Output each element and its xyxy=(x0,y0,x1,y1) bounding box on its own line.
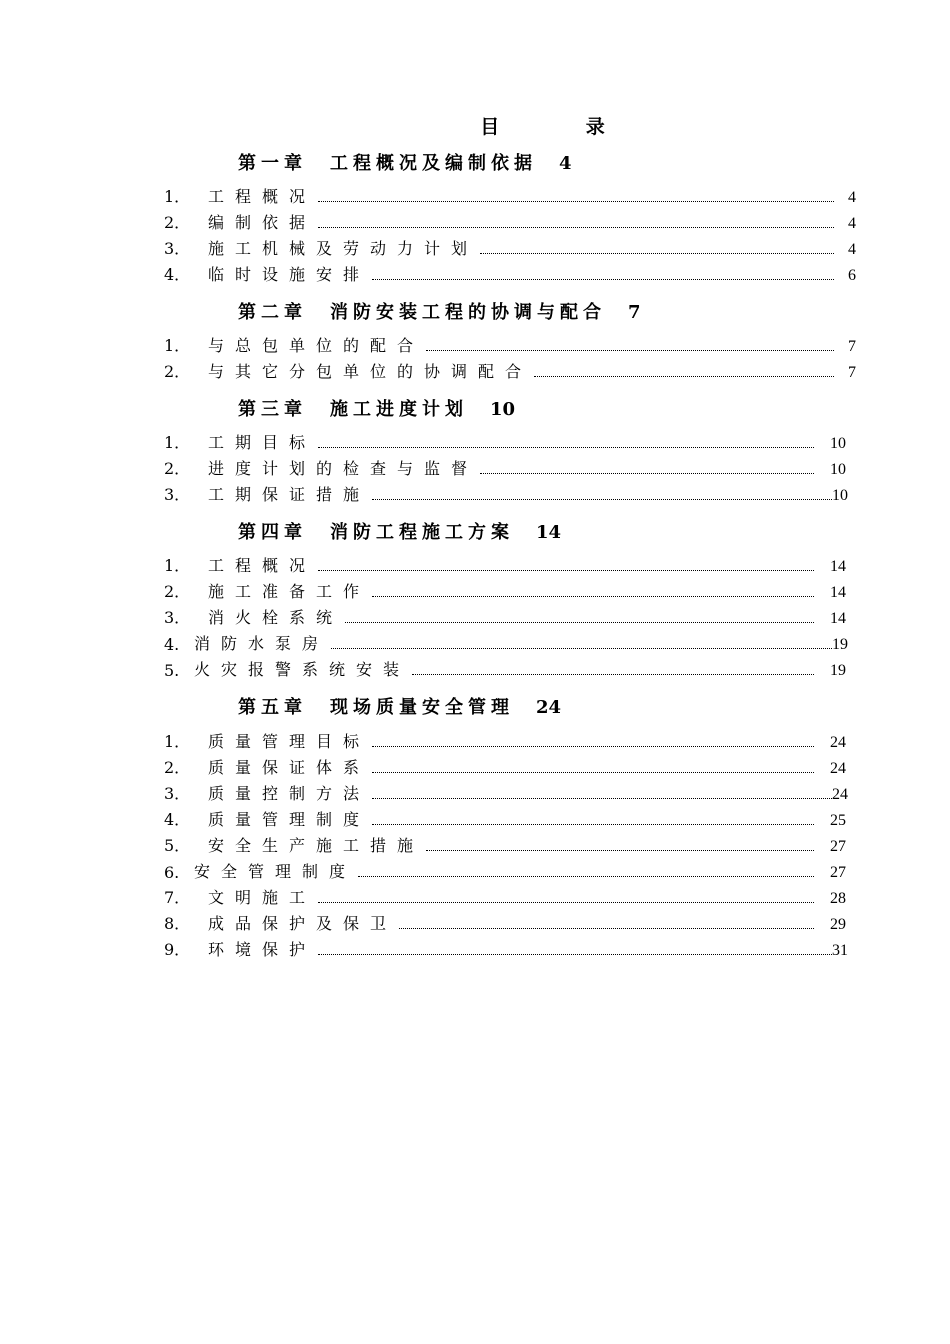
chapter-heading xyxy=(238,149,572,175)
toc-entry xyxy=(164,858,856,882)
dot-leader xyxy=(480,252,834,254)
dot-leader xyxy=(372,498,832,500)
dot-leader xyxy=(372,745,814,747)
entry-page: 14 xyxy=(830,610,846,627)
entry-label: 质量控制方法 xyxy=(208,784,371,803)
toc-entry xyxy=(164,455,856,479)
chapter-title: 第三章 施工进度计划 xyxy=(238,399,468,420)
toc-entry xyxy=(164,910,856,934)
entry-number: 1． xyxy=(164,336,191,355)
toc-entry xyxy=(164,261,856,285)
toc-entry xyxy=(164,429,856,453)
dot-leader xyxy=(318,569,814,571)
entry-label: 施工机械及劳动力计划 xyxy=(208,239,479,258)
dot-leader xyxy=(318,446,814,448)
entry-number: 1． xyxy=(164,187,191,206)
entry-number: 4. xyxy=(164,635,180,654)
dot-leader xyxy=(372,278,834,280)
entry-number: 3． xyxy=(164,485,191,504)
dot-leader xyxy=(480,472,814,474)
entry-label: 工程概况 xyxy=(208,187,317,206)
entry-label: 临时设施安排 xyxy=(208,265,371,284)
entry-page: 14 xyxy=(830,558,846,575)
chapter-heading xyxy=(238,298,641,324)
entry-label: 与总包单位的配合 xyxy=(208,336,425,355)
dot-leader xyxy=(372,771,814,773)
dot-leader xyxy=(426,849,814,851)
entry-label: 工期保证措施 xyxy=(208,485,371,504)
entry-page: 10 xyxy=(832,487,848,504)
entry-page: 29 xyxy=(830,916,846,933)
dot-leader xyxy=(534,375,834,377)
entry-page: 28 xyxy=(830,890,846,907)
dot-leader xyxy=(345,621,814,623)
entry-page: 4 xyxy=(848,215,856,232)
entry-number: 6. xyxy=(164,863,180,882)
entry-page: 24 xyxy=(832,786,848,803)
entry-page: 31 xyxy=(832,942,848,959)
entry-label: 工期目标 xyxy=(208,433,317,452)
entry-number: 2． xyxy=(164,459,191,478)
entry-page: 7 xyxy=(848,364,856,381)
toc-entry xyxy=(164,806,856,830)
entry-number: 1． xyxy=(164,556,191,575)
entry-label: 安全生产施工措施 xyxy=(208,836,425,855)
entry-number: 9． xyxy=(164,940,191,959)
toc-entry xyxy=(164,884,856,908)
dot-leader xyxy=(399,927,814,929)
entry-label: 火灾报警系统安装 xyxy=(194,660,411,679)
toc-entry xyxy=(164,936,856,960)
entry-label: 工程概况 xyxy=(208,556,317,575)
entry-label: 质量管理制度 xyxy=(208,810,371,829)
entry-label: 施工准备工作 xyxy=(208,582,371,601)
entry-page: 25 xyxy=(830,812,846,829)
toc-entry xyxy=(164,578,856,602)
entry-number: 1． xyxy=(164,433,191,452)
dot-leader xyxy=(372,823,814,825)
chapter-title: 第四章 消防工程施工方案 xyxy=(238,522,514,543)
entry-label: 与其它分包单位的协调配合 xyxy=(208,362,533,381)
entry-label: 消火栓系统 xyxy=(208,608,344,627)
entry-label: 成品保护及保卫 xyxy=(208,914,398,933)
entry-number: 2． xyxy=(164,758,191,777)
toc-entry xyxy=(164,235,856,259)
entry-page: 7 xyxy=(848,338,856,355)
toc-entry xyxy=(164,209,856,233)
dot-leader xyxy=(412,673,814,675)
toc-entry xyxy=(164,332,856,356)
entry-number: 2． xyxy=(164,362,191,381)
entry-page: 14 xyxy=(830,584,846,601)
entry-page: 6 xyxy=(848,267,856,284)
entry-page: 10 xyxy=(830,461,846,478)
entry-number: 3． xyxy=(164,239,191,258)
entry-label: 消防水泵房 xyxy=(194,634,330,653)
chapter-page: 10 xyxy=(490,399,516,420)
chapter-title: 第五章 现场质量安全管理 xyxy=(238,697,514,718)
dot-leader xyxy=(318,901,814,903)
entry-number: 3． xyxy=(164,784,191,803)
entry-page: 4 xyxy=(848,189,856,206)
entry-number: 2． xyxy=(164,213,191,232)
entry-number: 3． xyxy=(164,608,191,627)
entry-number: 8． xyxy=(164,914,191,933)
dot-leader xyxy=(358,875,814,877)
chapter-page: 7 xyxy=(628,302,641,323)
dot-leader xyxy=(318,200,834,202)
entry-label: 编制依据 xyxy=(208,213,317,232)
entry-page: 19 xyxy=(832,636,848,653)
toc-entry xyxy=(164,481,856,505)
dot-leader xyxy=(372,797,832,799)
entry-number: 5． xyxy=(164,836,191,855)
chapter-title: 第二章 消防安装工程的协调与配合 xyxy=(238,302,606,323)
chapter-page: 24 xyxy=(536,697,562,718)
toc-entry xyxy=(164,604,856,628)
dot-leader xyxy=(318,226,834,228)
toc-entry xyxy=(164,358,856,382)
entry-page: 27 xyxy=(830,864,846,881)
entry-label: 安全管理制度 xyxy=(194,862,357,881)
toc-entry xyxy=(164,552,856,576)
entry-number: 4． xyxy=(164,810,191,829)
chapter-page: 4 xyxy=(559,153,572,174)
toc-entry xyxy=(164,754,856,778)
entry-page: 24 xyxy=(830,760,846,777)
toc-entry xyxy=(164,780,856,804)
chapter-page: 14 xyxy=(536,522,562,543)
chapter-heading xyxy=(238,693,561,719)
entry-number: 2． xyxy=(164,582,191,601)
chapter-heading xyxy=(238,395,515,421)
entry-label: 质量管理目标 xyxy=(208,732,371,751)
dot-leader xyxy=(426,349,834,351)
entry-label: 文明施工 xyxy=(208,888,317,907)
entry-label: 进度计划的检查与监督 xyxy=(208,459,479,478)
entry-label: 质量保证体系 xyxy=(208,758,371,777)
dot-leader xyxy=(372,595,814,597)
toc-entry xyxy=(164,728,856,752)
entry-page: 27 xyxy=(830,838,846,855)
entry-page: 4 xyxy=(848,241,856,258)
dot-leader xyxy=(331,647,832,649)
entry-number: 1． xyxy=(164,732,191,751)
toc-entry xyxy=(164,832,856,856)
chapter-heading xyxy=(238,518,561,544)
toc-title: 目 录 xyxy=(480,116,605,138)
dot-leader xyxy=(318,953,832,955)
toc-entry xyxy=(164,630,856,654)
entry-number: 7． xyxy=(164,888,191,907)
toc-entry xyxy=(164,656,856,680)
toc-entry xyxy=(164,183,856,207)
entry-number: 5. xyxy=(164,661,180,680)
entry-number: 4． xyxy=(164,265,191,284)
chapter-title: 第一章 工程概况及编制依据 xyxy=(238,153,537,174)
entry-page: 10 xyxy=(830,435,846,452)
entry-page: 19 xyxy=(830,662,846,679)
entry-label: 环境保护 xyxy=(208,940,317,959)
entry-page: 24 xyxy=(830,734,846,751)
